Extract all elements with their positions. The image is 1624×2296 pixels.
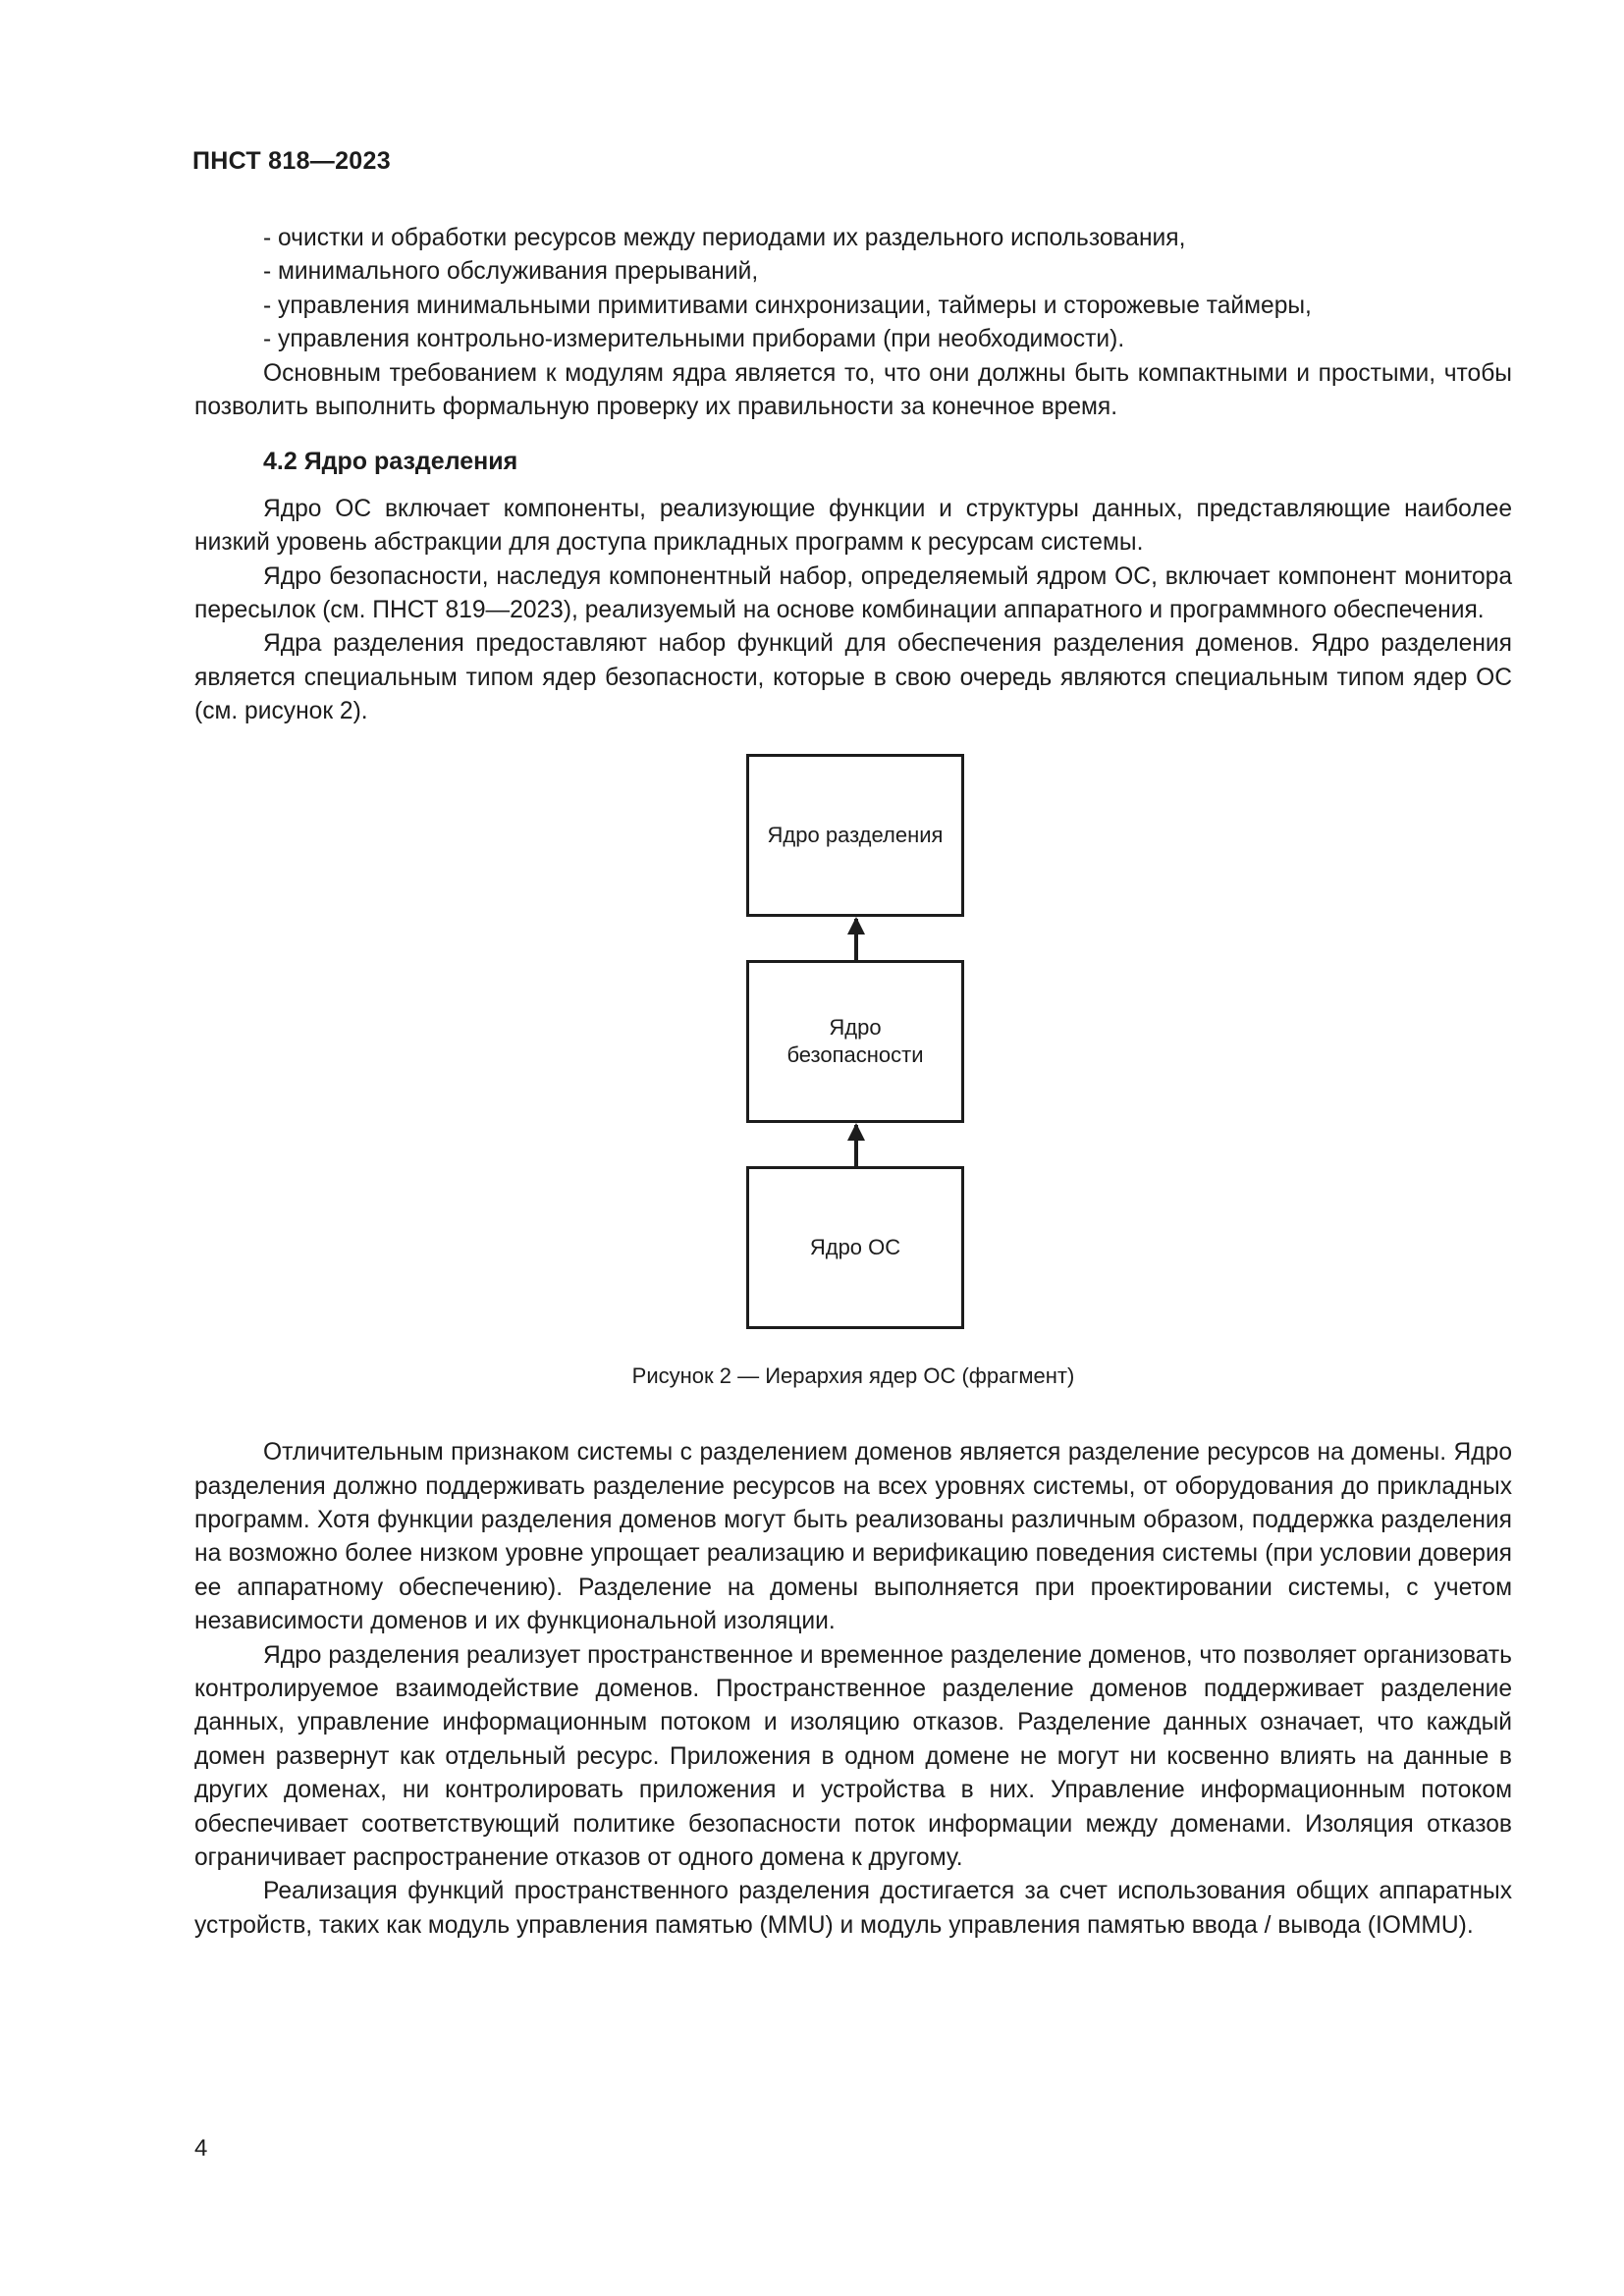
list-item: - управления контрольно-измерительными приборами (при необходимости). bbox=[263, 326, 1125, 353]
paragraph: Ядро безопасности, наследуя компонентный набор, определяемый ядром ОС, включает компонент монитора пересылок (см. ПНСТ 819—2023), реализуемый на основе комбинации аппаратного и программного обеспечения. bbox=[194, 562, 1512, 624]
diagram-box-label: Ядро ОС bbox=[809, 1234, 901, 1259]
paragraph: Ядро ОС включает компоненты, реализующие функции и структуры данных, представляющие наиболее низкий уровень абстракции для доступа прикладных программ к ресурсам системы. bbox=[194, 495, 1512, 557]
paragraph: Ядра разделения предоставляют набор функций для обеспечения разделения доменов. Ядро разделения является специальным типом ядер безопасности, которые в свою очередь являются специальным типом ядер ОС (см. рисунок 2). bbox=[194, 630, 1512, 725]
diagram-box-label: Ядро разделения bbox=[767, 822, 944, 847]
diagram-box-security-kernel bbox=[746, 960, 964, 1123]
document-header: ПНСТ 818—2023 bbox=[192, 147, 391, 175]
paragraph: Ядро разделения реализует пространственное и временное разделение доменов, что позволяет организовать контролируемое взаимодействие доменов. Пространственное разделение доменов поддерживает разделение данных, управление информационным потоком и изоляцию отказов. Разделение данных означает, что каждый домен развернут как отдельный ресурс. Приложения в одном домене не могут ни косвенно влиять на данные в других доменах, ни контролировать приложения и устройства в них. Управление информационным потоком обеспечивает соответствующий политике безопасности поток информации между доменами. Изоляция отказов ограничивает распространение отказов от одного домена к другому. bbox=[194, 1641, 1512, 1871]
arrow-up-icon bbox=[854, 919, 858, 960]
page-content bbox=[194, 222, 1512, 1943]
list-item: - управления минимальными примитивами синхронизации, таймеры и сторожевые таймеры, bbox=[263, 292, 1312, 319]
diagram-box-os-kernel bbox=[746, 1166, 964, 1329]
figure-caption: Рисунок 2 — Иерархия ядер ОС (фрагмент) bbox=[631, 1362, 1075, 1388]
list-item: - минимального обслуживания прерываний, bbox=[263, 258, 759, 286]
arrow-up-icon bbox=[854, 1125, 858, 1166]
page-number: 4 bbox=[194, 2135, 208, 2162]
paragraph: Реализация функций пространственного разделения достигается за счет использования общих аппаратных устройств, таких как модуль управления памятью (MMU) и модуль управления памятью ввода / вывода (IOMMU). bbox=[194, 1878, 1512, 1939]
diagram-box-separation-kernel bbox=[746, 754, 964, 917]
paragraph: Основным требованием к модулям ядра является то, что они должны быть компактными и простыми, чтобы позволить выполнить формальную проверку их правильности за конечное время. bbox=[194, 359, 1512, 421]
hierarchy-diagram bbox=[194, 754, 1512, 1360]
paragraph: Отличительным признаком системы с разделением доменов является разделение ресурсов на домены. Ядро разделения должно поддерживать разделение ресурсов на всех уровнях системы, от оборудования до прикладных программ. Хотя функции разделения доменов могут быть реализованы различным образом, поддержка разделения на возможно более низком уровне упрощает реализацию и верификацию поведения системы (при условии доверия ее аппаратному обеспечению). Разделение на домены выполняется при проектировании системы, с учетом независимости доменов и их функциональной изоляции. bbox=[194, 1439, 1512, 1635]
section-title: 4.2 Ядро разделения bbox=[263, 448, 518, 476]
list-item: - очистки и обработки ресурсов между периодами их раздельного использования, bbox=[263, 225, 1186, 251]
diagram-box-label: Ядро безопасности bbox=[786, 1014, 924, 1067]
